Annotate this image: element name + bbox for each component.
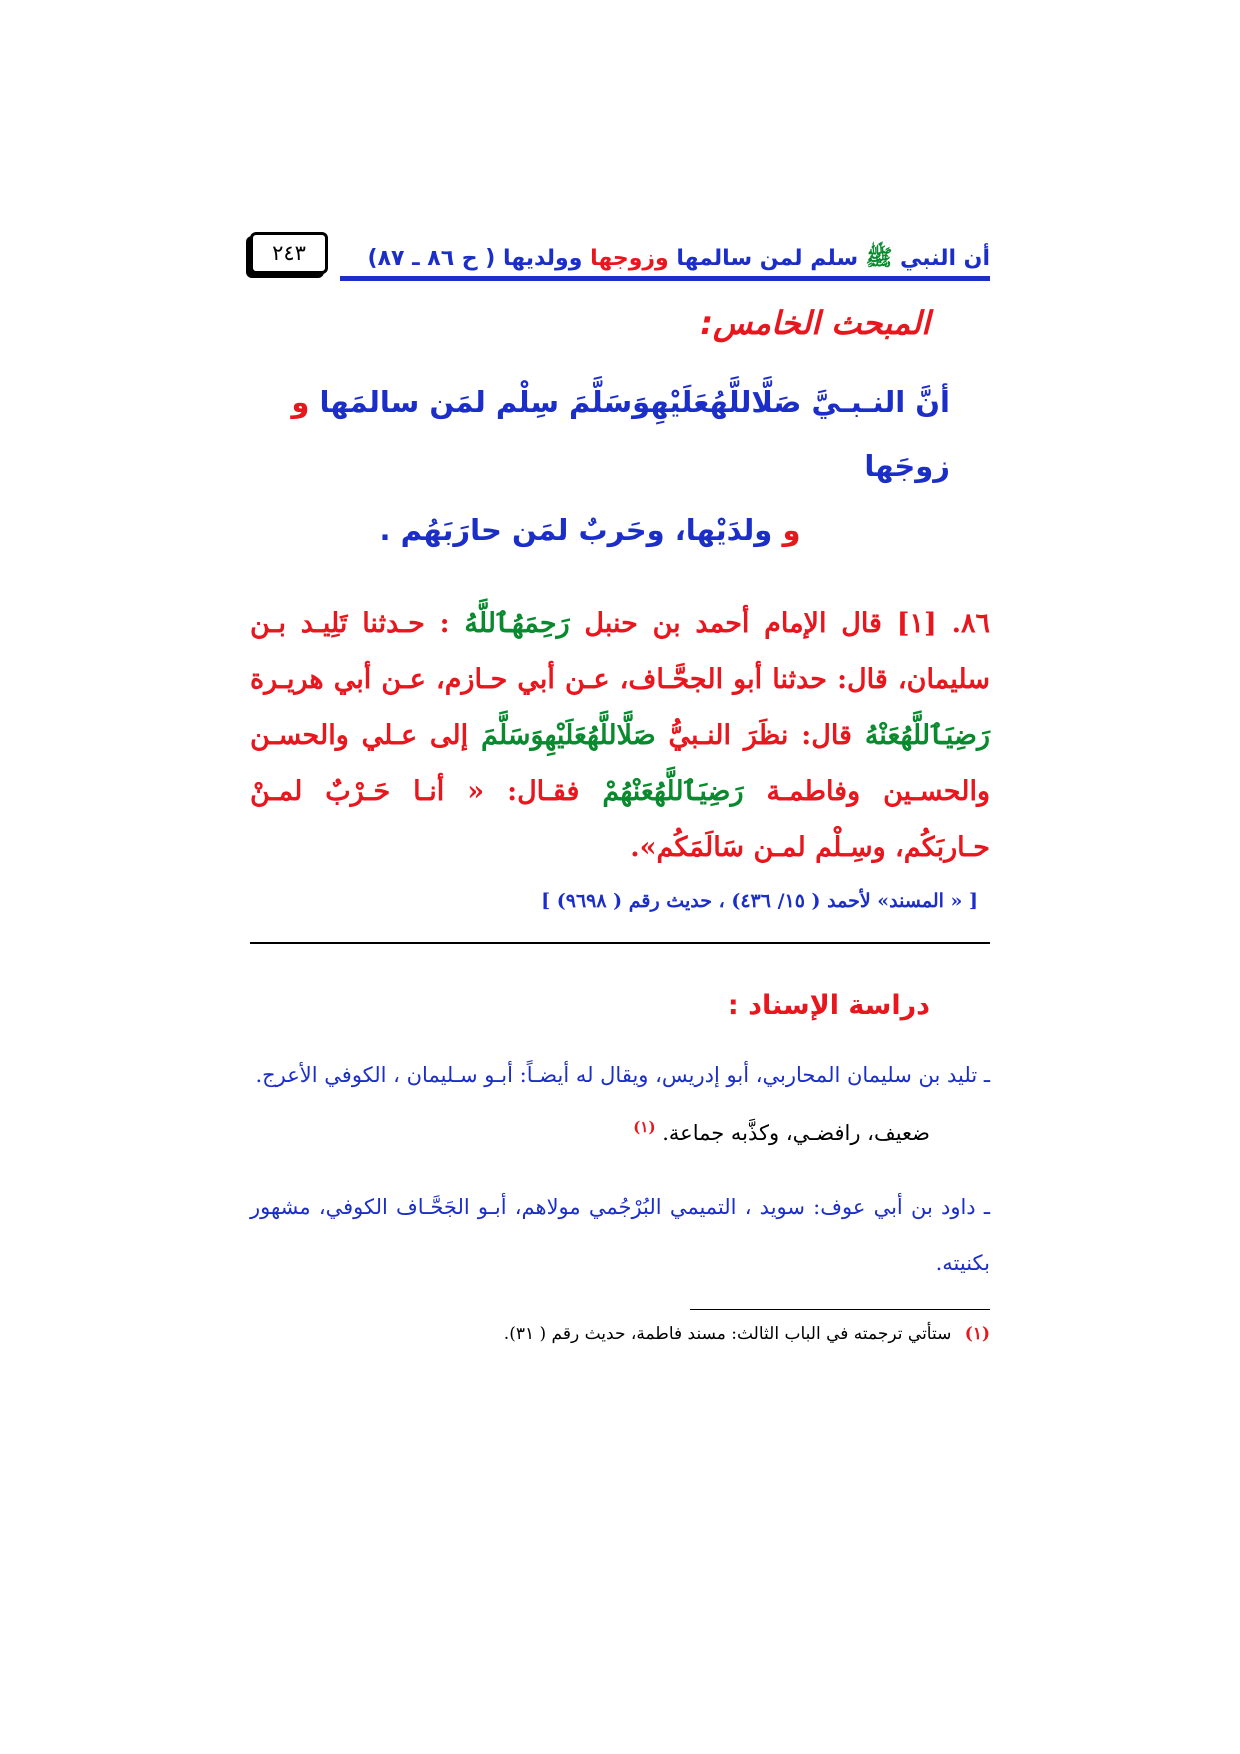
heading-part2: و <box>291 385 310 419</box>
heading-line-2 <box>290 498 950 562</box>
hadith-part4: إلى عـلي والحسـن والحسـين وفاطمـة <box>250 720 990 807</box>
hadith-part1: ٨٦. [١] قال الإمام أحمد بن حنبل <box>584 608 990 639</box>
narrator-entry-2: ـ داود بن أبي عوف: سويد ، التميمي البُرْجُمي مولاهم، أبـو الجَحَّـاف الكوفي، مشهور بكنيته. <box>250 1195 990 1275</box>
heading-part1: أنَّ النـبـيَّ صَلَّاللَّهُعَلَيْهِوَسَلَّمَ سِلْم لمَن سالمَها <box>319 385 950 419</box>
heading-line-1 <box>290 370 950 498</box>
heading-part4: و <box>782 513 801 547</box>
footnote-text: ستأتي ترجمته في الباب الثالث: مسند فاطمة، حديث رقم ( ٣١). <box>503 1324 952 1344</box>
honorific-rahimahullah: رَحِمَهُٱللَّهُ <box>464 608 570 639</box>
salutation-glyph: ﷺ <box>865 246 893 271</box>
narrator-entry-1: ـ تليد بن سليمان المحاربي، أبو إدريس، ويقال له أيضـاً: أبـو سـليمان ، الكوفي الأعرج. <box>255 1063 990 1087</box>
narrator-grade-1 <box>250 1107 930 1153</box>
isnad-study-title: دراسة الإسناد : <box>727 990 930 1021</box>
heading-part3: زوجَها <box>864 449 950 483</box>
header-title-part4: وولديها ( ح ٨٦ ـ ٨٧) <box>367 246 583 271</box>
running-header <box>250 210 990 270</box>
header-title-part2: سلم لمن سالمها <box>676 246 859 271</box>
source-reference: [ « المسند» لأحمد ( ١٥/ ٤٣٦) ، حديث رقم ( ٩٦٩٨) ] <box>541 890 978 912</box>
honorific-radiallahu-anhum: رَضِيَٱللَّهُعَنْهُمْ <box>602 776 744 807</box>
honorific-salutation: صَلَّاللَّهُعَلَيْهِوَسَلَّمَ <box>481 720 656 751</box>
hadith-part3: قال: نظَرَ النـبيُّ <box>668 720 852 751</box>
footnote-mark: (١) <box>964 1324 990 1344</box>
header-title-part3: وزوجها <box>590 246 669 271</box>
hadith-part2: : حـدثنا تَلِيـد بـن سليمان، قال: حدثنا أبو الجحَّـاف، عـن أبي حـازم، عـن أبي هريـرة <box>250 608 990 695</box>
heading-part5: ولدَيْها، وحَربٌ لمَن حارَبَهُم . <box>379 513 773 547</box>
footnote-ref[interactable]: (١) <box>633 1118 656 1136</box>
chapter-heading <box>290 370 950 562</box>
footnote <box>250 1324 990 1344</box>
header-title-part1: أن النبي <box>900 246 990 271</box>
section-divider <box>250 942 990 944</box>
hadith-text <box>250 596 990 876</box>
book-page <box>250 210 990 1344</box>
hadith-part5: فقـال: « أنـا حَـرْبٌ لمـنْ حـاربَكُم، وسِـلْم لمـن سَالَمَكُم». <box>250 776 990 863</box>
section-title: المبحث الخامس: <box>700 304 930 342</box>
header-title <box>368 244 991 276</box>
grade-text: ضعيف، رافضـي، وكذَّبه جماعة. <box>662 1121 930 1145</box>
page-number: ٢٤٣ <box>272 241 306 265</box>
honorific-radiallahu-anhu: رَضِيَٱللَّهُعَنْهُ <box>864 720 991 751</box>
header-rule <box>340 276 990 281</box>
footnote-divider <box>690 1309 990 1310</box>
page-number-box <box>250 232 328 274</box>
